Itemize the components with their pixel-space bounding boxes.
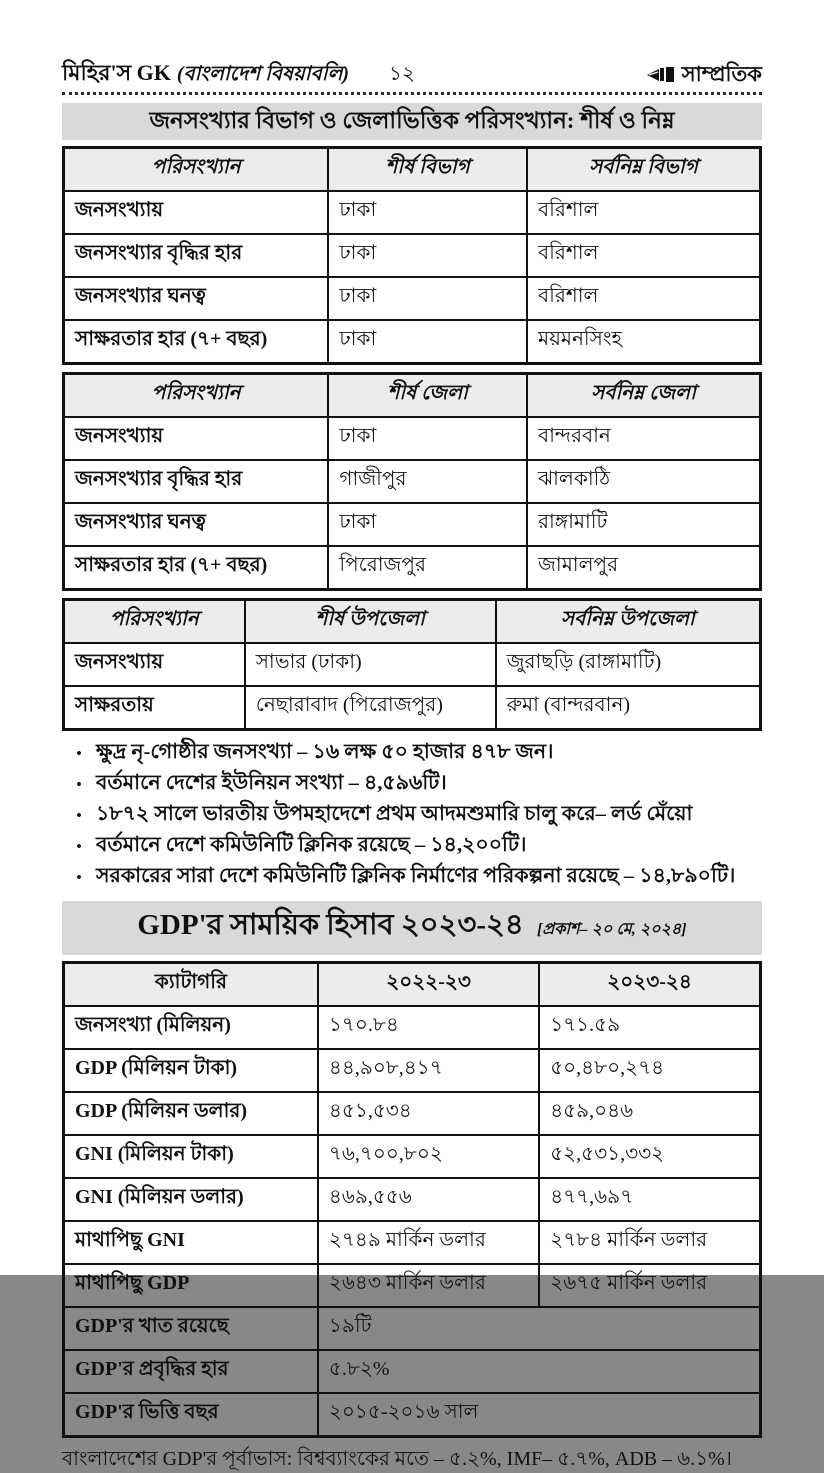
lowest-district: জামালপুর [527, 546, 761, 590]
table-row [64, 1135, 761, 1178]
table-row [64, 234, 761, 277]
gdp-category: GDP (মিলিয়ন ডলার) [64, 1092, 318, 1135]
table-row [64, 503, 761, 546]
table-row [64, 1178, 761, 1221]
table-row [64, 277, 761, 320]
stat-label: জনসংখ্যার বৃদ্ধির হার [64, 460, 329, 503]
table-row [64, 460, 761, 503]
stat-label: জনসংখ্যায় [64, 417, 329, 460]
population-section-title: জনসংখ্যার বিভাগ ও জেলাভিত্তিক পরিসংখ্যান: শীর্ষ ও নিম্ন [62, 103, 762, 140]
gdp-forecast-line: বাংলাদেশের GDP'র পূর্বাভাস: বিশ্বব্যাংকের মতে – ৫.২%, IMF– ৫.৭%, ADB – ৬.১%। [62, 1448, 732, 1470]
column-header: ২০২২-২৩ [318, 963, 539, 1007]
lowest-division: বরিশাল [527, 277, 761, 320]
gdp-category: GDP (মিলিয়ন টাকা) [64, 1049, 318, 1092]
gdp-category: জনসংখ্যা (মিলিয়ন) [64, 1006, 318, 1049]
lowest-district: ঝালকাঠি [527, 460, 761, 503]
book-brand-suffix: (বাংলাদেশ বিষয়াবলি) [176, 63, 350, 85]
column-header: শীর্ষ উপজেলা [245, 600, 496, 644]
column-header: শীর্ষ জেলা [328, 374, 527, 418]
top-division: ঢাকা [328, 234, 527, 277]
table-header-row [64, 600, 761, 644]
table-row [64, 1049, 761, 1092]
gdp-value: ১৯টি [318, 1307, 761, 1350]
gdp-category: মাথাপিছু GDP [64, 1264, 318, 1307]
gdp-category: GDP'র প্রবৃদ্ধির হার [64, 1350, 318, 1393]
upazila-stats-table [62, 598, 762, 731]
gdp-value-2022-23: ১৭০.৮৪ [318, 1006, 539, 1049]
column-header: পরিসংখ্যান [64, 374, 329, 418]
table-row [64, 191, 761, 234]
column-header: সর্বনিম্ন উপজেলা [496, 600, 761, 644]
table-row [64, 1350, 761, 1393]
gdp-title-text: GDP'র সাময়িক হিসাব ২০২৩-২৪ [137, 909, 524, 941]
gdp-table [62, 961, 762, 1438]
top-district: গাজীপুর [328, 460, 527, 503]
lowest-division: বরিশাল [527, 234, 761, 277]
district-stats-table [62, 372, 762, 591]
fact-text: ক্ষুদ্র নৃ-গোষ্ঠীর জনসংখ্যা – ১৬ লক্ষ ৫০ হাজার ৪৭৮ জন। [96, 741, 554, 763]
bullet-icon: • [76, 839, 82, 855]
lowest-district: রাঙ্গামাটি [527, 503, 761, 546]
list-item [62, 800, 762, 831]
lowest-district: বান্দরবান [527, 417, 761, 460]
top-division: ঢাকা [328, 277, 527, 320]
column-header: শীর্ষ বিভাগ [328, 148, 527, 192]
running-head [62, 58, 762, 89]
gdp-value-2023-24: ২৭৮৪ মার্কিন ডলার [539, 1221, 760, 1264]
gdp-value-2023-24: ২৬৭৫ মার্কিন ডলার [539, 1264, 760, 1307]
gdp-publish-note: [প্রকাশ– ২০ মে, ২০২৪] [536, 921, 687, 938]
gdp-category: মাথাপিছু GNI [64, 1221, 318, 1264]
gdp-category: GDP'র ভিত্তি বছর [64, 1393, 318, 1437]
fact-text: বর্তমানে দেশে কমিউনিটি ক্লিনিক রয়েছে – ১৪,২০০টি। [96, 834, 527, 856]
gdp-value-2022-23: ২৭৪৯ মার্কিন ডলার [318, 1221, 539, 1264]
top-division: ঢাকা [328, 191, 527, 234]
table-header-row [64, 148, 761, 192]
gdp-value-2022-23: ৭৬,৭০০,৮০২ [318, 1135, 539, 1178]
table-row [64, 1307, 761, 1350]
gdp-value-2023-24: ৫০,৪৮০,২৭৪ [539, 1049, 760, 1092]
gdp-value-2023-24: ৪৭৭,৬৯৭ [539, 1178, 760, 1221]
top-division: ঢাকা [328, 320, 527, 364]
top-district: পিরোজপুর [328, 546, 527, 590]
stat-label: জনসংখ্যায় [64, 643, 245, 686]
table-row [64, 1221, 761, 1264]
table-row [64, 1393, 761, 1437]
fact-text: সরকারের সারা দেশে কমিউনিটি ক্লিনিক নির্মাণের পরিকল্পনা রয়েছে – ১৪,৮৯০টি। [96, 865, 736, 887]
list-item [62, 831, 762, 862]
running-head-right-label: সাম্প্রতিক [681, 62, 762, 86]
gdp-category: GNI (মিলিয়ন টাকা) [64, 1135, 318, 1178]
division-stats-table [62, 146, 762, 365]
table-row [64, 686, 761, 730]
lowest-division: ময়মনসিংহ [527, 320, 761, 364]
top-upazila: সাভার (ঢাকা) [245, 643, 496, 686]
gdp-value-2022-23: ৪৬৯,৫৫৬ [318, 1178, 539, 1221]
stat-label: জনসংখ্যায় [64, 191, 329, 234]
gdp-section-title [62, 901, 762, 955]
stat-label: সাক্ষরতার হার (৭+ বছর) [64, 320, 329, 364]
stat-label: জনসংখ্যার বৃদ্ধির হার [64, 234, 329, 277]
stat-label: সাক্ষরতায় [64, 686, 245, 730]
page-number: ১২ [389, 63, 415, 85]
bullet-icon: • [76, 777, 82, 793]
table-row [64, 643, 761, 686]
column-header: সর্বনিম্ন বিভাগ [527, 148, 761, 192]
table-row [64, 320, 761, 364]
gdp-category: GDP'র খাত রয়েছে [64, 1307, 318, 1350]
top-district: ঢাকা [328, 417, 527, 460]
stat-label: জনসংখ্যার ঘনত্ব [64, 503, 329, 546]
gdp-value-2022-23: ৪৫১,৫৩৪ [318, 1092, 539, 1135]
gdp-value: ৫.৮২% [318, 1350, 761, 1393]
table-row [64, 546, 761, 590]
table-row [64, 1092, 761, 1135]
list-item [62, 738, 762, 769]
gdp-value-2022-23: ২৬৪৩ মার্কিন ডলার [318, 1264, 539, 1307]
column-header: ২০২৩-২৪ [539, 963, 760, 1007]
table-row [64, 1264, 761, 1307]
gdp-category: GNI (মিলিয়ন ডলার) [64, 1178, 318, 1221]
table-header-row [64, 963, 761, 1007]
lowest-upazila: জুরাছড়ি (রাঙ্গামাটি) [496, 643, 761, 686]
table-row [64, 1006, 761, 1049]
bullet-icon: • [76, 870, 82, 886]
top-upazila: নেছারাবাদ (পিরোজপুর) [245, 686, 496, 730]
stat-label: সাক্ষরতার হার (৭+ বছর) [64, 546, 329, 590]
book-brand: মিহির'স GK [62, 60, 171, 85]
pen-icon [647, 66, 675, 83]
list-item [62, 862, 762, 893]
dotted-divider [62, 92, 762, 95]
fact-text: বর্তমানে দেশের ইউনিয়ন সংখ্যা – ৪,৫৯৬টি। [96, 772, 447, 794]
gdp-value-2022-23: ৪৪,৯০৮,৪১৭ [318, 1049, 539, 1092]
list-item [62, 769, 762, 800]
fact-bullet-list [62, 738, 762, 893]
column-header: সর্বনিম্ন জেলা [527, 374, 761, 418]
column-header: পরিসংখ্যান [64, 148, 329, 192]
lowest-division: বরিশাল [527, 191, 761, 234]
gdp-value: ২০১৫-২০১৬ সাল [318, 1393, 761, 1437]
bullet-icon: • [76, 808, 82, 824]
table-row [64, 417, 761, 460]
fact-text: ১৮৭২ সালে ভারতীয় উপমহাদেশে প্রথম আদমশুমারি চালু করে– লর্ড মেঁয়ো [96, 803, 693, 825]
stat-label: জনসংখ্যার ঘনত্ব [64, 277, 329, 320]
gdp-value-2023-24: ১৭১.৫৯ [539, 1006, 760, 1049]
table-header-row [64, 374, 761, 418]
lowest-upazila: রুমা (বান্দরবান) [496, 686, 761, 730]
column-header: ক্যাটাগরি [64, 963, 318, 1007]
gdp-value-2023-24: ৪৫৯,০৪৬ [539, 1092, 760, 1135]
column-header: পরিসংখ্যান [64, 600, 245, 644]
top-district: ঢাকা [328, 503, 527, 546]
bullet-icon: • [76, 746, 82, 762]
gdp-value-2023-24: ৫২,৫৩১,৩৩২ [539, 1135, 760, 1178]
